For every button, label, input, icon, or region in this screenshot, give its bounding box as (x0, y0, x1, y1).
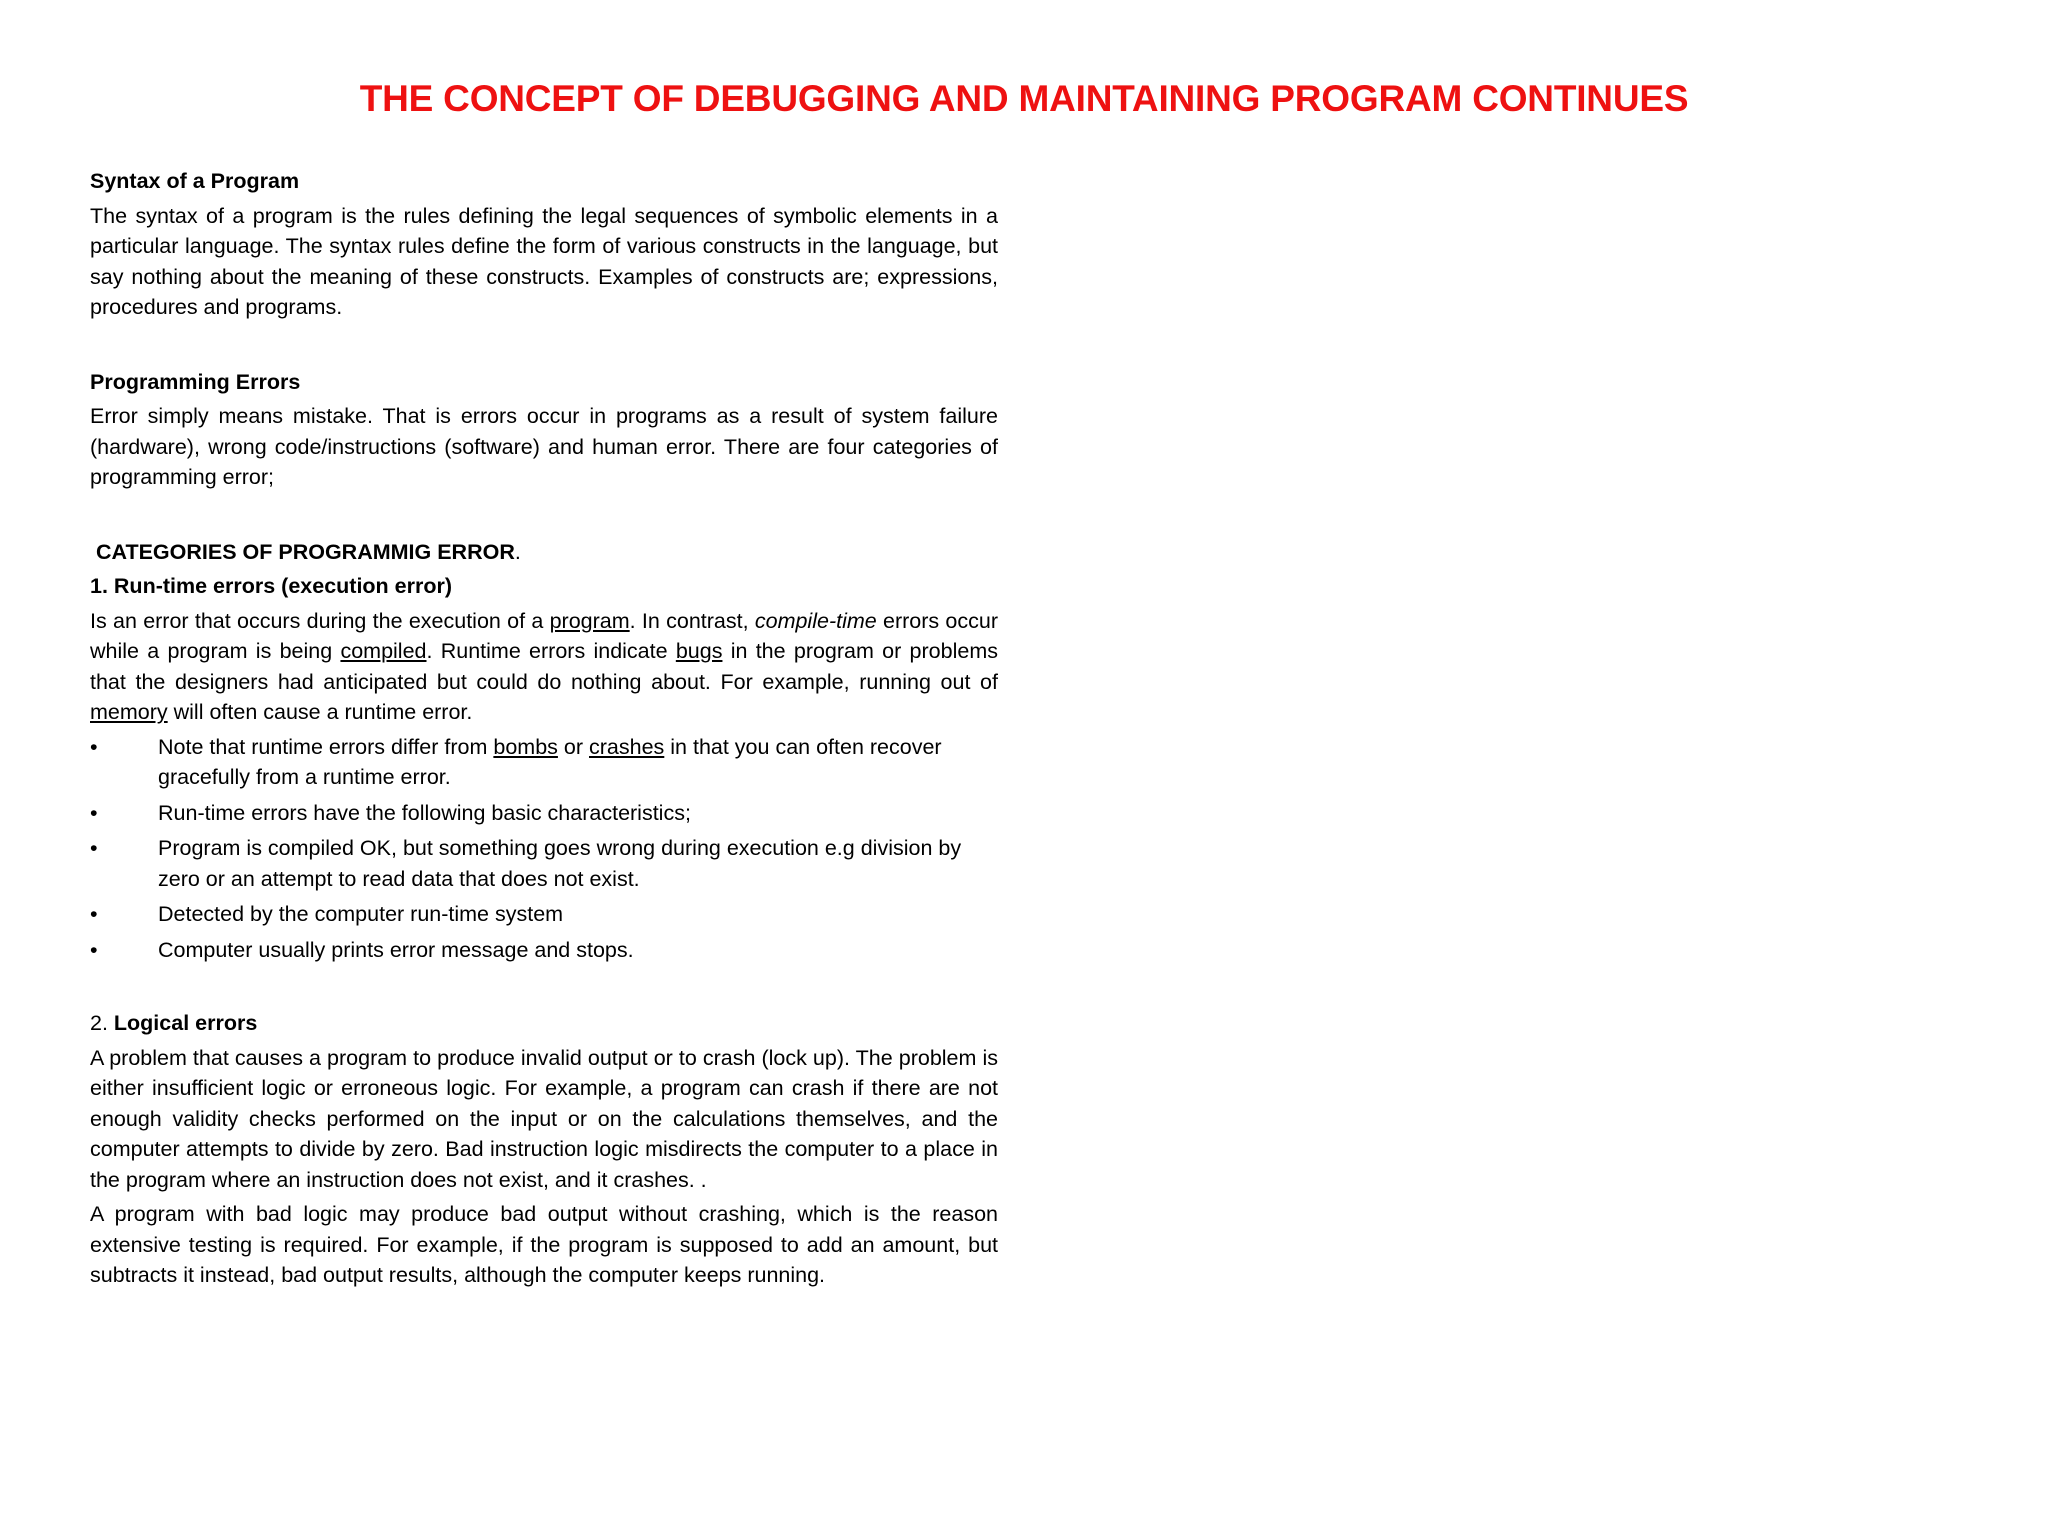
programming-errors-heading: Programming Errors (90, 369, 301, 394)
syntax-paragraph: The syntax of a program is the rules defining the legal sequences of symbolic elements in a particular language. The syntax rules define the form of various constructs in the language, but say nothing about the meaning of these constructs. Examples of constructs are; expressions, procedures and programs. (90, 203, 998, 319)
logical-errors-heading (90, 1008, 998, 1039)
runtime-text: errors occur while a program is being (90, 608, 999, 663)
bullet-text: in that you can often recover gracefully from a runtime error. (158, 734, 942, 789)
bullet-text: Run-time errors have the following basic characteristics; (158, 800, 691, 825)
logical-errors-paragraph-2: A program with bad logic may produce bad output without crashing, which is the reason extensive testing is required. For example, if the program is supposed to add an amount, but subtracts it instead, bad output results, although the computer keeps running. (90, 1202, 998, 1287)
list-item (90, 798, 998, 829)
bullet-text: Note that runtime errors differ from (158, 734, 494, 759)
list-item (90, 935, 998, 966)
bullet-icon: • (90, 734, 98, 759)
bullet-text: or (557, 734, 589, 759)
bullet-text: Program is compiled OK, but something goes wrong during execution e.g division by zero or an attempt to read data that does not exist. (158, 836, 962, 891)
logical-errors-title: Logical errors (113, 1011, 258, 1035)
bullet-icon: • (90, 800, 98, 825)
spacer (90, 970, 998, 1008)
logical-errors-paragraph-1: A problem that causes a program to produce invalid output or to crash (lock up). The problem is either insufficient logic or erroneous logic. For example, a program can crash if there are not enough validity checks performed on the input or on the calculations themselves, and the computer attempts to divide by zero. Bad instruction logic misdirects the computer to a place in the program where an instruction does not exist, and it crashes. . (90, 1045, 998, 1192)
runtime-text: will often cause a runtime error. (167, 700, 473, 724)
runtime-text: in the program or problems that the designers had anticipated but could do nothing about. For example, running out of (90, 639, 998, 694)
program-link[interactable]: program (549, 608, 630, 633)
list-item (90, 899, 998, 930)
categories-heading-text: CATEGORIES OF PROGRAMMIG ERROR (96, 539, 515, 564)
runtime-text: . Runtime errors indicate (426, 639, 676, 663)
bullet-text: Detected by the computer run-time system (158, 902, 564, 926)
bullet-icon: • (90, 937, 98, 962)
runtime-text: Is an error that occurs during the execution of a (90, 608, 550, 633)
programming-errors-paragraph: Error simply means mistake. That is errors occur in programs as a result of system failure (hardware), wrong code/instructions (software) and human error. There are four categories of programming error; (90, 404, 998, 489)
bullet-icon: • (90, 902, 98, 926)
syntax-heading: Syntax of a Program (90, 169, 300, 193)
logical-errors-number: 2. (90, 1011, 114, 1035)
document-body (90, 166, 998, 1295)
bullet-text: Computer usually prints error message and stops. (158, 937, 634, 962)
bombs-link[interactable]: bombs (493, 734, 558, 759)
categories-heading (90, 537, 998, 568)
spacer (90, 327, 998, 367)
runtime-errors-heading: 1. Run-time errors (execution error) (90, 574, 453, 598)
list-item (90, 833, 998, 894)
bugs-link[interactable]: bugs (675, 639, 723, 663)
runtime-errors-paragraph (90, 606, 998, 728)
runtime-text: . In contrast, (629, 608, 755, 633)
compile-time-term: compile-time (754, 608, 877, 633)
spacer (90, 497, 998, 537)
compiled-link[interactable]: compiled (340, 639, 427, 663)
list-item (90, 732, 998, 793)
page-title: THE CONCEPT OF DEBUGGING AND MAINTAINING PROGRAM CONTINUES (359, 78, 1689, 119)
runtime-bullet-list (90, 732, 998, 966)
bullet-icon: • (90, 836, 98, 860)
memory-link[interactable]: memory (90, 700, 168, 724)
categories-heading-suffix: . (514, 539, 521, 564)
crashes-link[interactable]: crashes (589, 734, 665, 759)
